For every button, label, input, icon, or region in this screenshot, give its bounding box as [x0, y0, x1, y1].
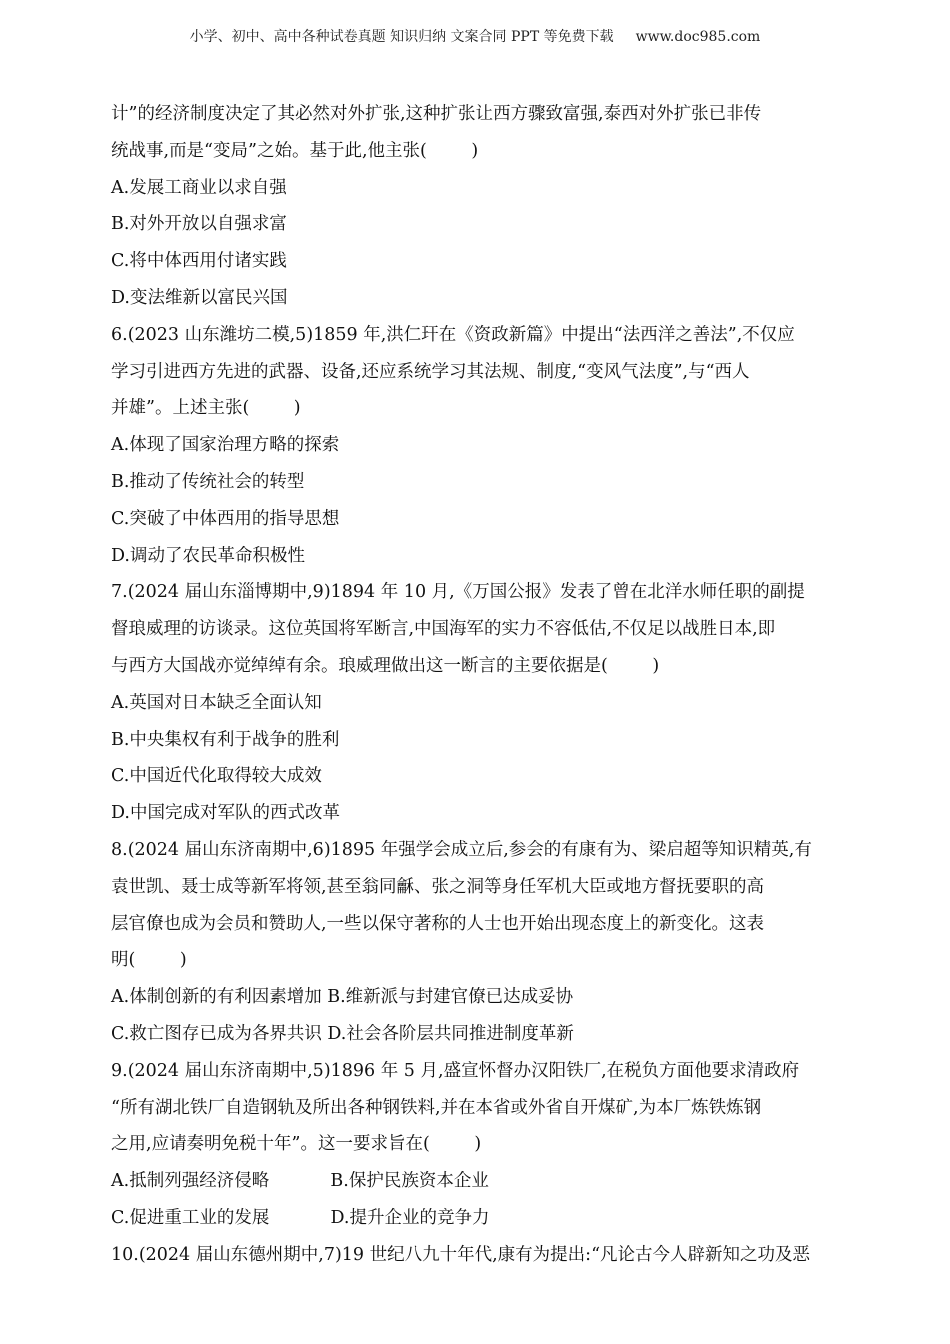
q6-stem-line2: 学习引进西方先进的武器、设备,还应系统学习其法规、制度,“变风气法度”,与“西人 [111, 361, 750, 382]
q7-option-b: B.中央集权有利于战争的胜利 [111, 729, 340, 750]
q6-option-d: D.调动了农民革命积极性 [111, 545, 305, 566]
q6-option-a: A.体现了国家治理方略的探索 [111, 435, 340, 456]
q7-stem-line3: 与西方大国战亦觉绰绰有余。琅威理做出这一断言的主要依据是( ) [111, 655, 660, 676]
q9-stem-line2: “所有湖北铁厂自造钢轨及所出各种钢铁料,并在本省或外省自开煤矿,为本厂炼铁炼钢 [111, 1097, 762, 1118]
q9-stem-line1: 9.(2024 届山东济南期中,5)1896 年 5 月,盛宣怀督办汉阳铁厂,在税负方面他要求清政府 [111, 1060, 800, 1081]
q5-stem-line2: 统战事,而是“变局”之始。基于此,他主张( ) [111, 140, 479, 161]
q10-stem-line1: 10.(2024 届山东德州期中,7)19 世纪八九十年代,康有为提出:“凡论古今人辟新知之功及恶 [111, 1244, 811, 1265]
q6-stem-line1: 6.(2023 山东潍坊二模,5)1859 年,洪仁玕在《资政新篇》中提出“法西洋之善法”,不仅应 [111, 324, 795, 345]
q7-option-c: C.中国近代化取得较大成效 [111, 766, 322, 787]
q5-stem-line1: 计”的经济制度决定了其必然对外扩张,这种扩张让西方骤致富强,泰西对外扩张已非传 [111, 104, 762, 124]
q5-option-a: A.发展工商业以求自强 [111, 177, 287, 198]
q5-option-b: B.对外开放以自强求富 [111, 214, 287, 235]
q8-stem-line1: 8.(2024 届山东济南期中,6)1895 年强学会成立后,参会的有康有为、梁启超等知识精英,有 [111, 839, 812, 860]
q7-option-d: D.中国完成对军队的西式改革 [111, 803, 340, 824]
q7-stem-line2: 督琅威理的访谈录。这位英国将军断言,中国海军的实力不容低估,不仅足以战胜日本,即 [111, 619, 776, 640]
q9-stem-line3: 之用,应请奏明免税十年”。这一要求旨在( ) [111, 1134, 482, 1155]
q6-stem-line3: 并雄”。上述主张( ) [111, 398, 301, 419]
q5-option-c: C.将中体西用付诸实践 [111, 251, 287, 272]
q5-option-d: D.变法维新以富民兴国 [111, 287, 288, 308]
q9-options-ab: A.抵制列强经济侵略 B.保护民族资本企业 [111, 1171, 489, 1192]
q9-options-cd: C.促进重工业的发展 D.提升企业的竞争力 [111, 1207, 490, 1228]
q8-options-cd: C.救亡图存已成为各界共识 D.社会各阶层共同推进制度革新 [111, 1023, 574, 1044]
q6-option-b: B.推动了传统社会的转型 [111, 471, 305, 492]
q7-stem-line1: 7.(2024 届山东淄博期中,9)1894 年 10 月,《万国公报》发表了曾在北洋水师任职的副提 [111, 582, 805, 603]
q8-stem-line4: 明( ) [111, 950, 187, 971]
q6-option-c: C.突破了中体西用的指导思想 [111, 508, 340, 529]
page-header [0, 26, 950, 46]
q7-option-a: A.英国对日本缺乏全面认知 [111, 692, 322, 713]
header-site-url[interactable]: www.doc985.com [635, 29, 761, 45]
header-text: 小学、初中、高中各种试卷真题 知识归纳 文案合同 PPT 等免费下载 [189, 29, 614, 45]
q8-stem-line3: 层官僚也成为会员和赞助人,一些以保守著称的人士也开始出现态度上的新变化。这表 [111, 913, 765, 934]
question-body [111, 96, 841, 1274]
q8-options-ab: A.体制创新的有利因素增加 B.维新派与封建官僚已达成妥协 [111, 987, 574, 1008]
q8-stem-line2: 袁世凯、聂士成等新军将领,甚至翁同龢、张之洞等身任军机大臣或地方督抚要职的高 [111, 876, 765, 897]
